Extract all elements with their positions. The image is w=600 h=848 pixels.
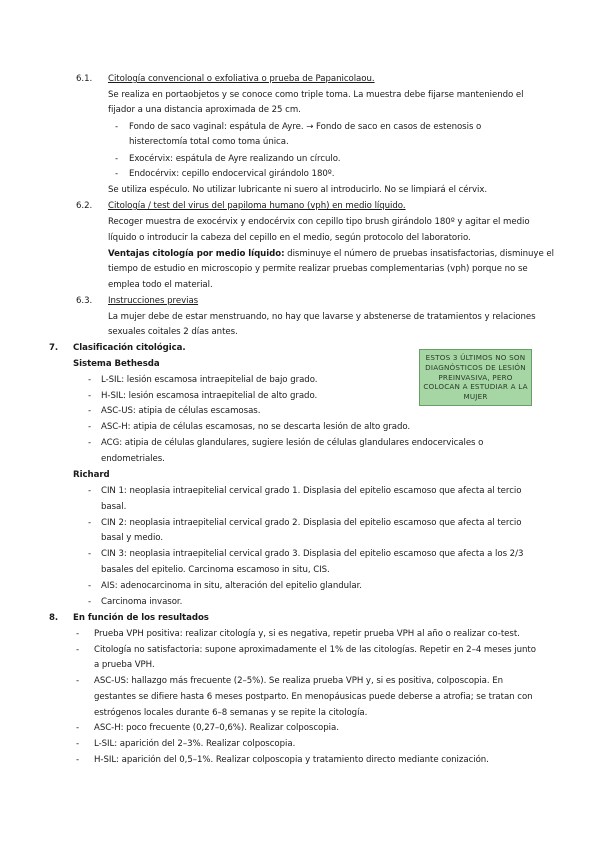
list-dash: - <box>88 486 92 496</box>
list-dash: - <box>88 581 92 591</box>
results-item: H-SIL: aparición del 0,5–1%. Realizar colposcopia y tratamiento directo mediante conización. <box>94 755 489 765</box>
list-dash: - <box>76 723 80 733</box>
section-6-2-title: Citología / test del virus del papiloma humano (vph) en medio líquido. <box>108 201 406 211</box>
results-item: Citología no satisfactoria: supone aproximadamente el 1% de las citologías. Repetir en 2–4 meses junto <box>94 645 536 655</box>
section-6-2-number: 6.2. <box>76 201 93 211</box>
list-dash: - <box>88 518 92 528</box>
list-dash: - <box>88 438 92 448</box>
results-item: Prueba VPH positiva: realizar citología y, si es negativa, repetir prueba VPH al año o realizar co-test. <box>94 629 520 639</box>
list-dash: - <box>76 676 80 686</box>
bethesda-item: ACG: atipia de células glandulares, sugiere lesión de células glandulares endocervicales o <box>101 438 484 448</box>
richard-heading: Richard <box>73 470 110 480</box>
results-item: L-SIL: aparición del 2–3%. Realizar colposcopia. <box>94 739 296 749</box>
s63-paragraph-line: La mujer debe de estar menstruando, no hay que lavarse y abstenerse de tratamientos y relaciones <box>108 312 536 322</box>
s62-advantages-line <box>108 249 554 260</box>
s61-paragraph-line: Se realiza en portaobjetos y se conoce como triple toma. La muestra debe fijarse manteniendo el <box>108 90 524 100</box>
results-item-cont: estrógenos locales durante 6–8 semanas y se repite la citología. <box>94 708 368 718</box>
s62-paragraph-line: tiempo de estudio en microscopio y permite realizar pruebas complementarias (vph) porque no se <box>108 264 528 274</box>
results-item-cont: a prueba VPH. <box>94 660 155 670</box>
section-6-3-number: 6.3. <box>76 296 93 306</box>
richard-item-cont: basal y medio. <box>101 533 164 543</box>
advantages-text: disminuye el número de pruebas insatisfactorias, disminuye el <box>284 249 554 259</box>
richard-item: Carcinoma invasor. <box>101 597 183 607</box>
list-dash: - <box>88 597 92 607</box>
s61-list-item-cont: histerectomía total como toma única. <box>129 137 289 147</box>
s62-paragraph-line: Recoger muestra de exocérvix y endocérvix con cepillo tipo brush girándolo 180º y agitar el medio <box>108 217 530 227</box>
list-dash: - <box>88 422 92 432</box>
s61-list-item: Exocérvix: espátula de Ayre realizando un círculo. <box>129 154 341 164</box>
richard-item: AIS: adenocarcinoma in situ, alteración del epitelio glandular. <box>101 581 362 591</box>
list-dash: - <box>76 739 80 749</box>
sticky-note-text: ESTOS 3 ÚLTIMOS NO SON DIAGNÓSTICOS DE LESIÓN PREINVASIVA, PERO COLOCAN A ESTUDIAR A LA MUJER <box>423 353 528 402</box>
s61-paragraph-line: fijador a una distancia aproximada de 25 cm. <box>108 105 301 115</box>
list-dash: - <box>88 375 92 385</box>
section-6-1-number: 6.1. <box>76 74 93 84</box>
advantages-label: Ventajas citología por medio líquido: <box>108 249 285 259</box>
s61-list-item: Fondo de saco vaginal: espátula de Ayre. → Fondo de saco en casos de estenosis o <box>129 122 482 132</box>
bethesda-item: ASC-US: atipia de células escamosas. <box>101 406 261 416</box>
bethesda-item: ASC-H: atipia de células escamosas, no se descarta lesión de alto grado. <box>101 422 411 432</box>
richard-item: CIN 2: neoplasia intraepitelial cervical grado 2. Displasia del epitelio escamoso que afecta al tercio <box>101 518 522 528</box>
bethesda-item-cont: endometriales. <box>101 454 165 464</box>
list-dash: - <box>115 154 119 164</box>
results-item: ASC-H: poco frecuente (0,27–0,6%). Realizar colposcopia. <box>94 723 339 733</box>
sticky-note <box>419 349 532 406</box>
s62-paragraph-line: líquido o introducir la cabeza del cepillo en el medio, según protocolo del laboratorio. <box>108 233 471 243</box>
s61-list-item: Endocérvix: cepillo endocervical girándolo 180º. <box>129 169 335 179</box>
s63-paragraph-line: sexuales coitales 2 días antes. <box>108 327 238 337</box>
bethesda-item: L-SIL: lesión escamosa intraepitelial de bajo grado. <box>101 375 318 385</box>
richard-item-cont: basal. <box>101 502 127 512</box>
richard-item-cont: basales del epitelio. Carcinoma escamoso in situ, CIS. <box>101 565 330 575</box>
list-dash: - <box>88 549 92 559</box>
section-7-title: Clasificación citológica. <box>73 343 186 353</box>
section-6-1-title: Citología convencional o exfoliativa o prueba de Papanicolaou. <box>108 74 375 84</box>
section-8-number: 8. <box>49 613 59 623</box>
list-dash: - <box>76 755 80 765</box>
results-item-cont: gestantes se difiere hasta 6 meses postparto. En menopáusicas puede deberse a atrofia; se tratan con <box>94 692 533 702</box>
list-dash: - <box>115 169 119 179</box>
list-dash: - <box>76 645 80 655</box>
richard-item: CIN 1: neoplasia intraepitelial cervical grado 1. Displasia del epitelio escamoso que afecta al tercio <box>101 486 522 496</box>
richard-item: CIN 3: neoplasia intraepitelial cervical grado 3. Displasia del epitelio escamoso que afecta a los 2/3 <box>101 549 524 559</box>
list-dash: - <box>88 391 92 401</box>
list-dash: - <box>115 122 119 132</box>
s61-paragraph-line: Se utiliza espéculo. No utilizar lubricante ni suero al introducirlo. No se limpiará el cérvix. <box>108 185 488 195</box>
bethesda-item: H-SIL: lesión escamosa intraepitelial de alto grado. <box>101 391 318 401</box>
list-dash: - <box>76 629 80 639</box>
section-7-number: 7. <box>49 343 59 353</box>
results-item: ASC-US: hallazgo más frecuente (2–5%). Se realiza prueba VPH y, si es positiva, colposcopia. En <box>94 676 504 686</box>
s62-paragraph-line: emplea todo el material. <box>108 280 213 290</box>
list-dash: - <box>88 406 92 416</box>
section-8-title: En función de los resultados <box>73 613 209 623</box>
section-6-3-title: Instrucciones previas <box>108 296 199 306</box>
bethesda-heading: Sistema Bethesda <box>73 359 160 369</box>
